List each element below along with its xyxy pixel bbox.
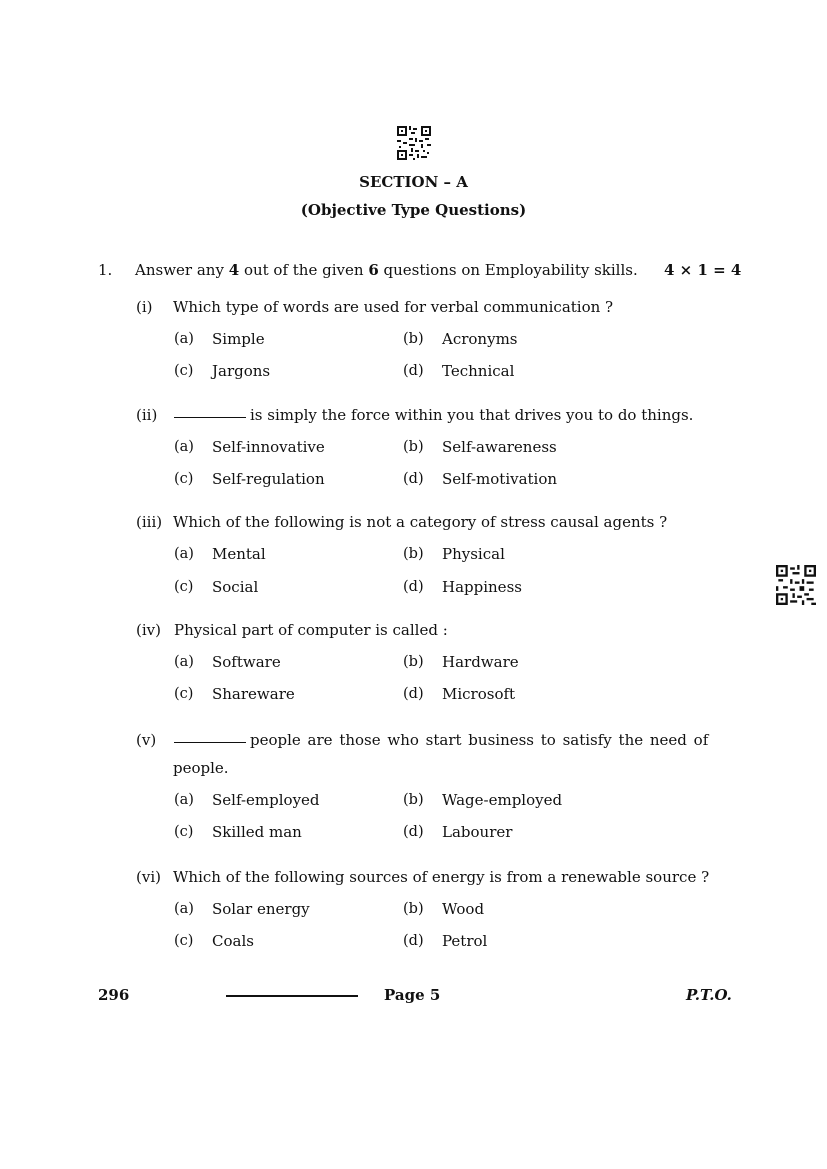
option-letter: (c) bbox=[174, 471, 194, 487]
subquestion-roman: (v) bbox=[136, 731, 157, 749]
option-text: Physical bbox=[442, 545, 505, 563]
subquestion-text: people are those who start business to satisfy the need of bbox=[250, 731, 709, 749]
option-letter: (d) bbox=[403, 686, 424, 702]
fill-in-blank bbox=[174, 416, 246, 418]
fill-in-blank bbox=[174, 741, 246, 743]
stem-middle: out of the given bbox=[243, 261, 364, 279]
subquestion-text: Which type of words are used for verbal communication ? bbox=[173, 298, 614, 316]
option-letter: (b) bbox=[403, 546, 424, 562]
option-letter: (a) bbox=[174, 901, 194, 917]
option-text: Skilled man bbox=[212, 823, 302, 841]
option-text: Self-innovative bbox=[212, 438, 325, 456]
stem-given-count: 6 bbox=[368, 261, 379, 279]
stem-suffix: questions on Employability skills. bbox=[383, 261, 638, 279]
question-number: 1. bbox=[98, 261, 113, 279]
section-title: SECTION – A bbox=[359, 173, 468, 191]
subquestion-text-continued: people. bbox=[173, 759, 229, 777]
option-letter: (b) bbox=[403, 901, 424, 917]
option-text: Mental bbox=[212, 545, 266, 563]
subquestion-roman: (i) bbox=[136, 298, 153, 316]
subquestion-text-row bbox=[174, 406, 693, 424]
option-text: Wood bbox=[442, 900, 485, 918]
question-marks: 4 × 1 = 4 bbox=[664, 261, 742, 279]
option-text: Self-employed bbox=[212, 791, 320, 809]
option-text: Simple bbox=[212, 330, 265, 348]
subquestion-text: Physical part of computer is called : bbox=[174, 621, 448, 639]
subquestion-roman: (vi) bbox=[136, 868, 161, 886]
option-letter: (a) bbox=[174, 439, 194, 455]
subquestion-text-row bbox=[174, 731, 708, 749]
option-text: Coals bbox=[212, 932, 254, 950]
option-letter: (a) bbox=[174, 792, 194, 808]
qr-code-side bbox=[776, 565, 816, 605]
option-text: Shareware bbox=[212, 685, 295, 703]
option-letter: (c) bbox=[174, 579, 194, 595]
section-subtitle: (Objective Type Questions) bbox=[300, 201, 527, 219]
option-text: Hardware bbox=[442, 653, 519, 671]
qr-code-top bbox=[397, 126, 431, 160]
option-text: Petrol bbox=[442, 932, 488, 950]
question-stem bbox=[135, 261, 638, 279]
option-text: Software bbox=[212, 653, 281, 671]
option-letter: (b) bbox=[403, 331, 424, 347]
option-letter: (a) bbox=[174, 331, 194, 347]
option-text: Self-motivation bbox=[442, 470, 558, 488]
option-letter: (a) bbox=[174, 654, 194, 670]
option-letter: (c) bbox=[174, 824, 194, 840]
option-text: Wage-employed bbox=[442, 791, 563, 809]
option-letter: (b) bbox=[403, 792, 424, 808]
option-text: Self-regulation bbox=[212, 470, 325, 488]
subquestion-text: Which of the following sources of energy is from a renewable source ? bbox=[173, 868, 710, 886]
subquestion-text: is simply the force within you that drives you to do things. bbox=[250, 406, 694, 424]
option-letter: (b) bbox=[403, 439, 424, 455]
subquestion-roman: (iii) bbox=[136, 513, 163, 531]
pto-label: P.T.O. bbox=[686, 986, 732, 1004]
option-text: Microsoft bbox=[442, 685, 516, 703]
option-text: Happiness bbox=[442, 578, 522, 596]
stem-prefix: Answer any bbox=[135, 261, 224, 279]
option-letter: (d) bbox=[403, 471, 424, 487]
paper-code: 296 bbox=[98, 986, 130, 1004]
option-text: Technical bbox=[442, 362, 515, 380]
option-letter: (d) bbox=[403, 363, 424, 379]
page-number: Page 5 bbox=[384, 986, 441, 1004]
option-text: Labourer bbox=[442, 823, 513, 841]
option-letter: (d) bbox=[403, 579, 424, 595]
option-text: Self-awareness bbox=[442, 438, 557, 456]
subquestion-roman: (ii) bbox=[136, 406, 158, 424]
footer-rule bbox=[226, 995, 358, 997]
option-letter: (c) bbox=[174, 933, 194, 949]
option-letter: (c) bbox=[174, 686, 194, 702]
option-letter: (a) bbox=[174, 546, 194, 562]
stem-answer-count: 4 bbox=[228, 261, 240, 279]
option-letter: (c) bbox=[174, 363, 194, 379]
subquestion-text: Which of the following is not a category of stress causal agents ? bbox=[173, 513, 668, 531]
option-letter: (d) bbox=[403, 824, 424, 840]
option-text: Social bbox=[212, 578, 259, 596]
option-text: Acronyms bbox=[442, 330, 518, 348]
option-letter: (d) bbox=[403, 933, 424, 949]
subquestion-roman: (iv) bbox=[136, 621, 161, 639]
option-text: Jargons bbox=[212, 362, 271, 380]
option-letter: (b) bbox=[403, 654, 424, 670]
option-text: Solar energy bbox=[212, 900, 310, 918]
